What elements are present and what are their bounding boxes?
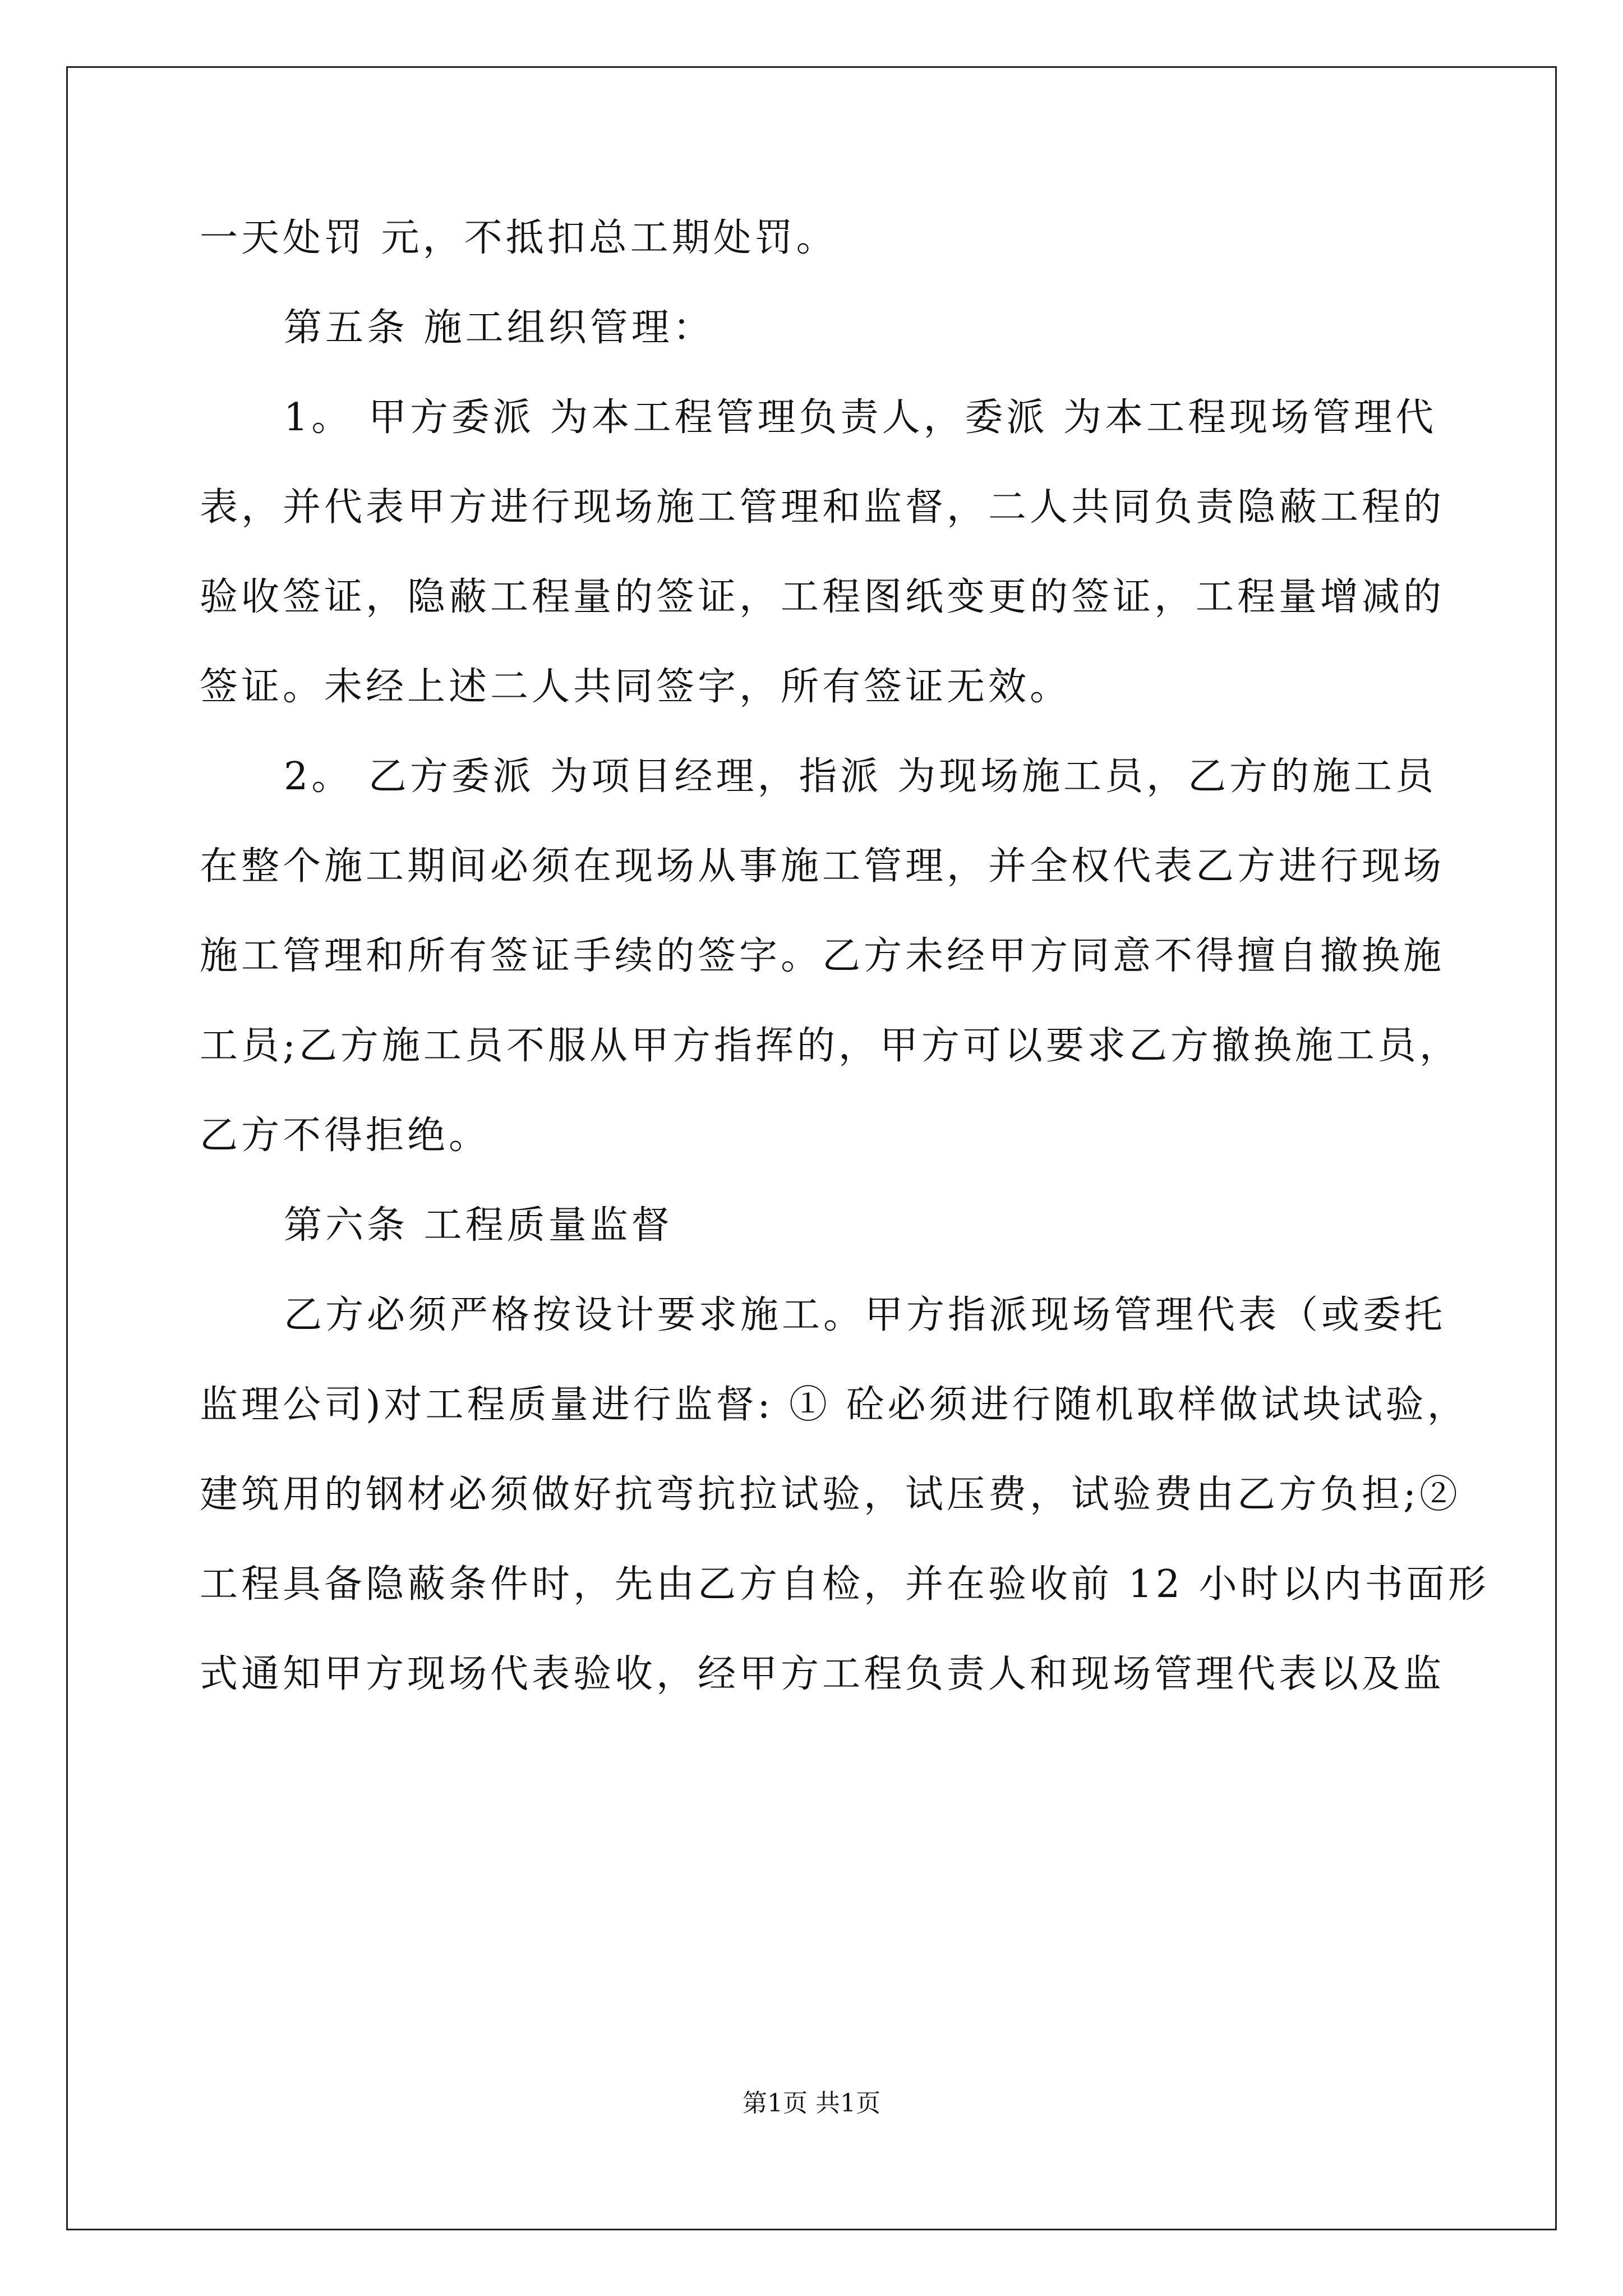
paragraph-line: 表，并代表甲方进行现场施工管理和监督，二人共同负责隐蔽工程的: [200, 485, 1445, 530]
page-footer: 第1页 共1页: [743, 2089, 880, 2118]
paragraph-line: 建筑用的钢材必须做好抗弯抗拉试验，试压费，试验费由乙方负担;②: [200, 1473, 1461, 1517]
paragraph-line: 乙方不得拒绝。: [200, 1114, 491, 1158]
paragraph-line: 一天处罚 元，不抵扣总工期处罚。: [200, 216, 838, 260]
paragraph-line: 验收签证，隐蔽工程量的签证，工程图纸变更的签证，工程量增减的: [200, 575, 1445, 619]
section-heading: 第五条 施工组织管理：: [284, 306, 714, 350]
paragraph-line: 在整个施工期间必须在现场从事施工管理，并全权代表乙方进行现场: [200, 844, 1445, 889]
paragraph-line: 2。 乙方委派 为项目经理，指派 为现场施工员，乙方的施工员: [284, 754, 1437, 799]
paragraph-line: 乙方必须严格按设计要求施工。甲方指派现场管理代表（或委托: [284, 1293, 1446, 1337]
paragraph-line: 工员;乙方施工员不服从甲方指挥的，甲方可以要求乙方撤换施工员，: [200, 1024, 1461, 1068]
paragraph-line: 工程具备隐蔽条件时，先由乙方自检，并在验收前 12 小时以内书面形: [200, 1562, 1490, 1607]
paragraph-line: 1。 甲方委派 为本工程管理负责人，委派 为本工程现场管理代: [284, 395, 1437, 440]
section-heading: 第六条 工程质量监督: [284, 1203, 673, 1248]
paragraph-line: 监理公司)对工程质量进行监督: ① 砼必须进行随机取样做试块试验，: [200, 1383, 1469, 1427]
paragraph-line: 签证。未经上述二人共同签字，所有签证无效。: [200, 665, 1072, 709]
paragraph-line: 式通知甲方现场代表验收，经甲方工程负责人和现场管理代表以及监: [200, 1652, 1445, 1696]
paragraph-line: 施工管理和所有签证手续的签字。乙方未经甲方同意不得擅自撤换施: [200, 934, 1445, 978]
